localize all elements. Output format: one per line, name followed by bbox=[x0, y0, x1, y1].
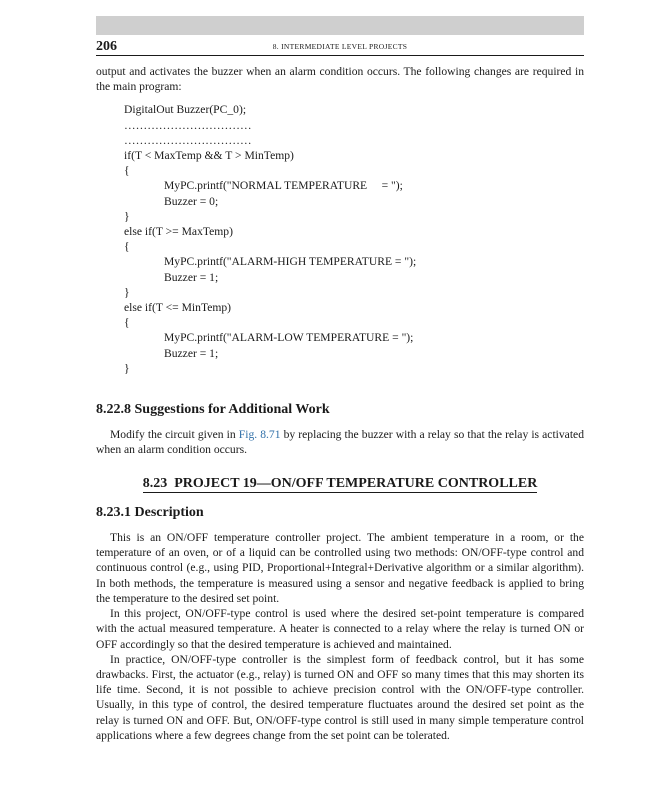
intro-paragraph: output and activates the buzzer when an alarm condition occurs. The following changes are required in the main program: bbox=[96, 65, 584, 94]
code-line: Buzzer = 1; bbox=[164, 346, 219, 360]
top-gray-bar bbox=[96, 16, 584, 35]
code-line: else if(T >= MaxTemp) bbox=[124, 225, 233, 239]
paragraph-text: Modify the circuit given in bbox=[110, 428, 239, 442]
code-line: MyPC.printf("NORMAL TEMPERATURE = "); bbox=[164, 179, 403, 193]
paragraph-text: by replacing the buzzer with a relay so that the relay is activated when an alarm condition occurs. bbox=[96, 428, 584, 457]
section-title: PROJECT 19—ON/OFF TEMPERATURE CONTROLLER bbox=[174, 475, 538, 491]
code-line: { bbox=[124, 164, 130, 178]
code-line: { bbox=[124, 316, 130, 330]
page-header bbox=[96, 39, 584, 53]
header-rule bbox=[96, 55, 584, 56]
code-line: { bbox=[124, 240, 130, 254]
description-paragraph: This is an ON/OFF temperature controller project. The ambient temperature in a room, or the temperature of an oven, or of a liquid can be controlled using two methods: ON/OFF-type control and continuous control (e.g., using PID, Proportional+Integral+Derivative algorithm or a similar algorithm). In both methods, the temperature is measured using a sensor and negative feedback is applied to bring the temperature to the desired set point. bbox=[96, 531, 584, 605]
code-line: MyPC.printf("ALARM-HIGH TEMPERATURE = "); bbox=[164, 255, 417, 269]
code-listing bbox=[124, 102, 584, 376]
page-number: 206 bbox=[96, 39, 117, 54]
code-line: } bbox=[124, 361, 130, 375]
section-number: 8.23 bbox=[142, 475, 168, 491]
page-body bbox=[96, 64, 584, 743]
figure-link[interactable]: Fig. 8.71 bbox=[238, 428, 281, 442]
code-line: …………………………… bbox=[124, 133, 252, 147]
description-paragraph: In practice, ON/OFF-type controller is the simplest form of feedback control, but it has some drawbacks. First, the actuator (e.g., relay) is turned ON and OFF so many times that this may shorten its life time. Second, it is not possible to achieve precision control with the ON/OFF-type controller. Usually, in this type of control, the desired temperature fluctuates around the desired set point as the relay is turned ON and OFF. But, ON/OFF-type control is still used in many simple temperature control applications where a few degrees change from the set point can be tolerated. bbox=[96, 652, 584, 742]
code-line: if(T < MaxTemp && T > MinTemp) bbox=[124, 149, 294, 163]
additional-work-paragraph bbox=[96, 427, 584, 457]
code-line: Buzzer = 1; bbox=[164, 270, 219, 284]
running-title: 8. INTERMEDIATE LEVEL PROJECTS bbox=[272, 42, 408, 51]
subsection-heading-additional-work: 8.22.8 Suggestions for Additional Work bbox=[96, 402, 330, 418]
code-line: } bbox=[124, 285, 130, 299]
code-line: } bbox=[124, 209, 130, 223]
code-line: Buzzer = 0; bbox=[164, 194, 219, 208]
code-line: …………………………… bbox=[124, 118, 252, 132]
subsection-heading-description: 8.23.1 Description bbox=[96, 504, 204, 520]
code-line: DigitalOut Buzzer(PC_0); bbox=[124, 103, 247, 117]
section-heading-project-19 bbox=[96, 476, 584, 491]
code-line: else if(T <= MinTemp) bbox=[124, 301, 232, 315]
code-line: MyPC.printf("ALARM-LOW TEMPERATURE = "); bbox=[164, 331, 414, 345]
description-paragraph: In this project, ON/OFF-type control is used where the desired set-point temperature is compared with the actual measured temperature. A heater is connected to a relay where the relay is turned ON or OFF accordingly so that the desired temperature is achieved and maintained. bbox=[96, 607, 584, 651]
